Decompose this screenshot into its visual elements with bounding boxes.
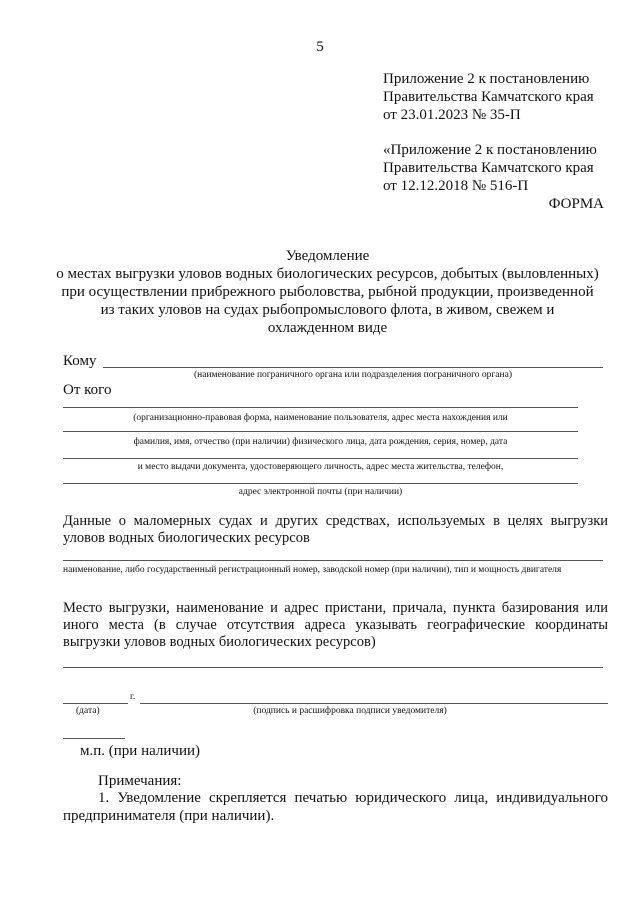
stamp-line <box>63 738 125 739</box>
notes-item-1: 1. Уведомление скрепляется печатью юридического лица, индивидуального предпринимателя (при наличии). <box>63 790 608 824</box>
to-hint: (наименование пограничного органа или подразделения пограничного органа) <box>194 370 512 380</box>
signature-input-line[interactable] <box>140 703 608 704</box>
unloading-place-text: Место выгрузки, наименование и адрес пристани, причала, пункта базирования или иного места (в случае отсутствия адреса указывать географические координаты выгрузки уловов водных биологических ресурсов) <box>63 600 608 650</box>
appendix-current-line2: Правительства Камчатского края <box>383 89 594 105</box>
appendix-previous <box>383 141 608 213</box>
to-label: Кому <box>63 353 97 369</box>
vessels-input-line[interactable] <box>63 560 603 561</box>
notice-heading: Уведомление <box>285 248 370 264</box>
from-label: От кого <box>63 382 112 398</box>
from-input-line-2[interactable] <box>63 431 578 432</box>
from-input-line-1[interactable] <box>63 407 578 408</box>
appendix-current-line3: от 23.01.2023 № 35-П <box>383 107 521 123</box>
notice-line-2: при осуществлении прибрежного рыболовства, рыбной продукции, произведенной <box>61 284 594 300</box>
from-hint-4: адрес электронной почты (при наличии) <box>238 487 403 497</box>
vessels-text: Данные о маломерных судах и других средствах, используемых в целях выгрузки уловов водных биологических ресурсов <box>63 513 608 546</box>
unloading-place-input-line[interactable] <box>63 667 603 668</box>
date-input-line[interactable] <box>63 703 128 704</box>
appendix-current <box>383 70 608 124</box>
notes-heading: Примечания: <box>98 773 182 789</box>
appendix-previous-line3: от 12.12.2018 № 516-П <box>383 178 529 194</box>
signature-hint: (подпись и расшифровка подписи уведомителя) <box>253 706 447 716</box>
from-hint-3: и место выдачи документа, удостоверяющего личность, адрес места жительства, телефон, <box>137 462 504 472</box>
page-number: 5 <box>316 39 324 55</box>
from-input-line-3[interactable] <box>63 458 578 459</box>
from-hint-1: (организационно-правовая форма, наименование пользователя, адрес места нахождения или <box>133 413 508 423</box>
appendix-current-line1: Приложение 2 к постановлению <box>383 71 590 87</box>
appendix-previous-line1: «Приложение 2 к постановлению <box>383 142 597 158</box>
stamp-label: м.п. (при наличии) <box>80 743 200 759</box>
from-hint-2: фамилия, имя, отчество (при наличии) физического лица, дата рождения, серия, номер, дата <box>133 437 508 447</box>
notice-line-4: охлажденном виде <box>267 320 388 336</box>
year-suffix: г. <box>130 692 136 702</box>
to-input-line[interactable] <box>103 367 603 368</box>
vessels-hint: наименование, либо государственный регистрационный номер, заводской номер (при наличии), тип и мощность двигателя <box>63 565 562 575</box>
notice-line-3: из таких уловов на судах рыбопромыслового флота, в живом, свежем и <box>100 302 555 318</box>
notice-line-1: о местах выгрузки уловов водных биологических ресурсов, добытых (выловленных) <box>56 266 599 282</box>
from-input-line-4[interactable] <box>63 483 578 484</box>
appendix-previous-line2: Правительства Камчатского края <box>383 160 594 176</box>
form-label: ФОРМА <box>548 196 604 212</box>
date-hint: (дата) <box>76 706 100 716</box>
notice-title <box>40 247 615 337</box>
